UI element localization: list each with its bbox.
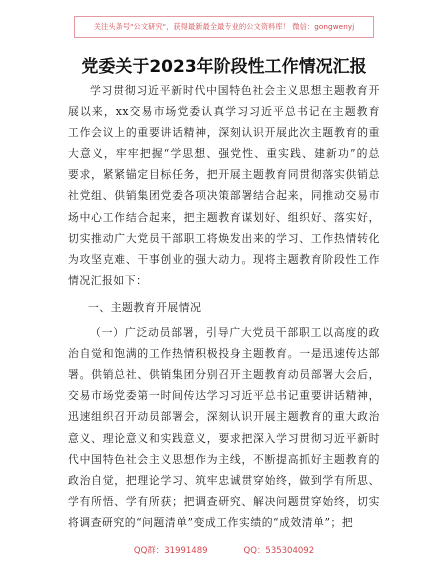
text-line: （一）广泛动员部署，引导广大党员干部职工以高度的政	[90, 326, 380, 340]
text-line: 学有所悟、学有所获；把调查研究、解决问题贯穿始终，切实	[68, 494, 380, 508]
text-line: 政治自觉，把理论学习、筑牢忠诚贯穿始终，做到学有所思、	[68, 473, 380, 487]
text-line: 署。供销总社、供销集团分别召开主题教育动员部署大会后，	[68, 368, 380, 382]
top-banner	[74, 16, 374, 38]
text-line: 切实推动广大党员干部职工将焕发出来的学习、工作热情转化	[68, 231, 380, 245]
text-line: 社党组、供销集团党委各项决策部署结合起来，同推动交易市	[68, 189, 380, 203]
section-heading	[68, 297, 380, 318]
text-line: 将调查研究的“问题清单”变成工作实绩的“成效清单”；把	[68, 515, 354, 529]
text-line: 学习贯彻习近平新时代中国特色社会主义思想主题教育开	[90, 84, 380, 97]
footer-qq-group: QQ群：31991489	[133, 546, 208, 556]
text-line: 一、主题教育开展情况	[88, 300, 202, 314]
text-line: 要求，紧紧锚定目标任务，把开展主题教育同贯彻落实供销总	[68, 168, 380, 182]
text-line: 展以来，xx交易市场党委认真学习习近平总书记在主题教育	[68, 105, 380, 119]
footer	[0, 544, 448, 556]
text-line: 场中心工作结合起来，把主题教育谋划好、组织好、落实好，	[68, 210, 380, 224]
paragraph-gap	[68, 291, 380, 295]
text-line: 代中国特色社会主义思想作为主线，不断提高抓好主题教育的	[68, 452, 380, 466]
text-line: 工作会议上的重要讲话精神，深刻认识开展此次主题教育的重	[68, 126, 380, 140]
text-line: 迅速组织召开动员部署会，深刻认识开展主题教育的重大政治	[68, 410, 380, 424]
banner-text: 关注头条号"公文研究"，获得最新最全最专业的公文资料库！ 微信：gongwenyj	[93, 22, 355, 31]
paragraph	[68, 322, 380, 533]
paragraph	[68, 80, 380, 291]
text-line: 意义、理论意义和实践意义，要求把深入学习贯彻习近平新时	[68, 431, 380, 445]
text-line: 大意义，牢牢把握“学思想、强党性、重实践、建新功”的总	[68, 147, 380, 161]
footer-qq: QQ：535304092	[243, 546, 315, 556]
document-body	[68, 80, 380, 533]
text-line: 情况汇报如下：	[68, 273, 148, 287]
document-title: 党委关于2023年阶段性工作情况汇报	[81, 57, 367, 77]
text-line: 为攻坚克难、干事创业的强大动力。现将主题教育阶段性工作	[68, 252, 380, 266]
text-line: 治自觉和饱满的工作热情积极投身主题教育。一是迅速传达部	[68, 347, 380, 361]
text-line: 交易市场党委第一时间传达学习习近平总书记重要讲话精神，	[68, 389, 380, 403]
